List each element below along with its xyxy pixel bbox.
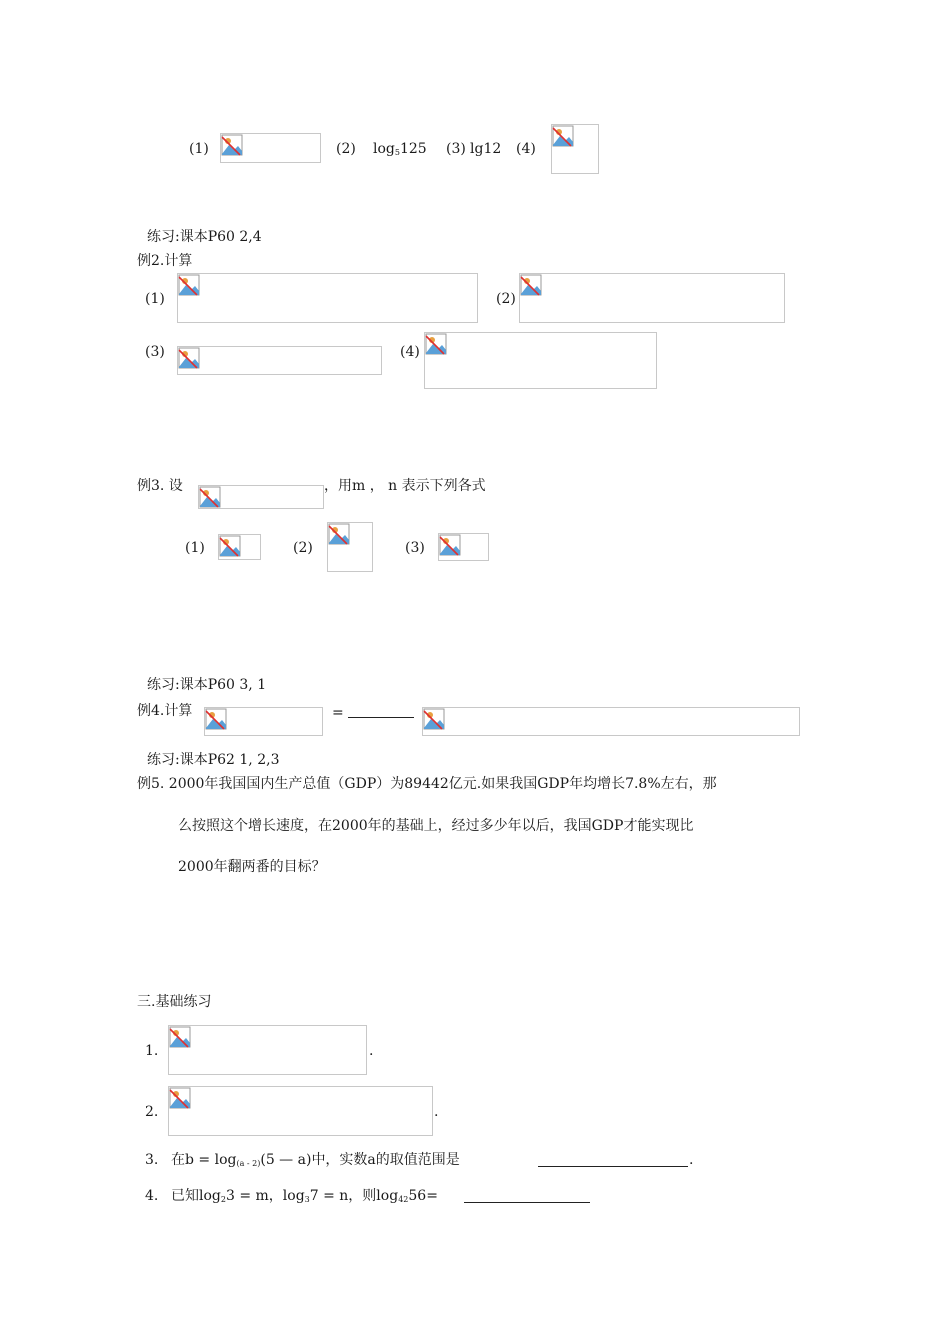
item-label-3: (3) [446,141,466,157]
broken-image-icon [178,347,200,369]
formula-image [551,124,599,174]
broken-image-icon [328,523,350,545]
formula-image [519,273,785,323]
broken-image-icon [439,534,461,556]
broken-image-icon [169,1026,191,1048]
formula-image [177,273,478,323]
formula-image [168,1086,433,1136]
item-label-1: (1) [189,141,209,157]
formula-image [438,533,489,561]
question-4-number: 4. [145,1188,159,1204]
example-5-line-1: 例5. 2000年我国国内生产总值（GDP）为89442亿元.如果我国GDP年均增长7.8%左右，那 [137,776,717,792]
example-2-title: 例2.计算 [137,253,193,269]
ex3-label-2: (2) [293,540,313,556]
example-3-prefix: 例3. 设 [137,478,183,494]
practice-note-1: 练习:课本P60 2,4 [147,229,262,245]
question-3-number: 3. [145,1152,159,1168]
ex2-label-4: (4) [400,344,420,360]
formula-image [220,133,321,163]
question-4-text: 已知$\log_23 = m$，$\log_37 = n$，则$\log_{42}56=$ [171,1188,438,1204]
broken-image-icon [552,125,574,147]
formula-image [168,1025,367,1075]
broken-image-icon [520,274,542,296]
formula-image [424,332,657,389]
formula-image [218,534,261,560]
question-3-text: 在$b = \log_{(a - 2)}(5$ — a)中，实数a的取值范围是 [171,1152,460,1168]
formula-image [198,485,324,509]
ex2-label-3: (3) [145,344,165,360]
answer-blank [348,717,414,718]
formula-image [422,707,800,736]
broken-image-icon [219,535,241,557]
broken-image-icon [199,486,221,508]
question-1-end: . [369,1043,374,1059]
ex3-label-3: (3) [405,540,425,556]
broken-image-icon [205,708,227,730]
item-label-4: (4) [516,141,536,157]
answer-blank [538,1166,688,1167]
section-3-heading: 三.基础练习 [137,994,212,1010]
answer-blank [464,1202,590,1203]
question-1-number: 1. [145,1043,159,1059]
broken-image-icon [425,333,447,355]
broken-image-icon [178,274,200,296]
practice-note-3: 练习:课本P62 1, 2,3 [147,752,280,768]
formula-image [177,346,382,375]
example-4-title: 例4.计算 [137,703,193,719]
question-2-number: 2. [145,1104,159,1120]
equals-sign: = [332,705,344,721]
example-3-suffix: ，用m ， n 表示下列各式 [324,478,486,494]
broken-image-icon [423,708,445,730]
log-expression-3: lg12 [470,141,502,157]
question-2-end: . [434,1104,439,1120]
ex2-label-2: (2) [496,291,516,307]
item-label-2: (2) [336,141,356,157]
question-3-end: . [689,1152,694,1168]
formula-image [204,707,323,736]
ex2-label-1: (1) [145,291,165,307]
broken-image-icon [221,134,243,156]
formula-image [327,522,373,572]
example-5-line-2: 么按照这个增长速度，在2000年的基础上，经过多少年以后，我国GDP才能实现比 [178,818,694,834]
practice-note-2: 练习:课本P60 3, 1 [147,677,267,693]
example-5-line-3: 2000年翻两番的目标？ [178,859,326,875]
ex3-label-1: (1) [185,540,205,556]
broken-image-icon [169,1087,191,1109]
log-expression-2: $\log_5125$ [373,141,427,157]
